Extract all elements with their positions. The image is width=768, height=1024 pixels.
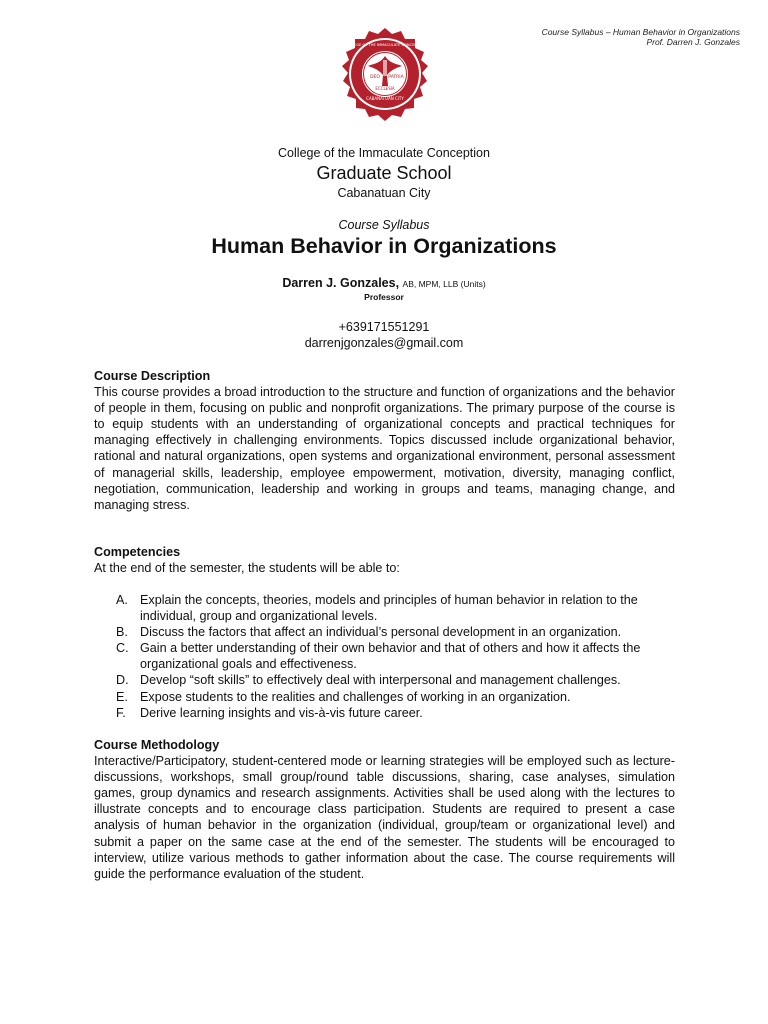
svg-text:COLLEGE OF THE IMMACULATE CONC: COLLEGE OF THE IMMACULATE CONCEPTION (344, 43, 426, 47)
list-item-letter: B. (116, 625, 128, 640)
author-credentials: AB, MPM, LLB (Units) (402, 279, 486, 289)
list-item-letter: C. (116, 641, 129, 656)
running-header-line2: Prof. Darren J. Gonzales (646, 37, 740, 47)
list-item (116, 640, 676, 672)
author-email: darrenjgonzales@gmail.com (304, 336, 464, 350)
list-item-text: Expose students to the realities and challenges of working in an organization. (140, 689, 571, 704)
list-item (116, 705, 676, 721)
running-header (542, 27, 740, 47)
list-item (116, 689, 676, 705)
list-item-letter: D. (116, 673, 129, 688)
course-methodology-section (94, 737, 675, 882)
course-methodology-body: Interactive/Participatory, student-centered mode or learning strategies will be employed such as lecture-discussions, workshops, small group/round table discussions, sharing, case analyses, simulation games, group dynamics and research assignments. Activities shall be used along with the lectures to illustrate concepts and to encourage class participation. Students are required to present a case analysis of human behavior in the organization (individual, group/team or organizational level) and submit a paper on the same case at the end of the semester. The students will be encouraged to interview, utilize various methods to gather information about the case. The course requirements will guide the performance evaluation of the student. (94, 754, 675, 881)
list-item-letter: E. (116, 689, 128, 704)
list-item-text: Develop “soft skills” to effectively deal with interpersonal and management challenges. (140, 673, 621, 688)
list-item-text: Derive learning insights and vis-à-vis future career. (140, 705, 423, 720)
list-item-letter: F. (116, 705, 126, 720)
course-description-heading: Course Description (94, 369, 211, 383)
list-item-text: Explain the concepts, theories, models and principles of human behavior in relation to the individual, group and organizational levels. (140, 593, 638, 624)
school-name: Graduate School (316, 163, 452, 183)
list-item (116, 624, 676, 640)
author-name: Darren J. Gonzales, (282, 276, 400, 290)
city-name: Cabanatuan City (337, 186, 431, 200)
svg-text:CABANATUAN CITY: CABANATUAN CITY (366, 96, 404, 101)
list-item (116, 592, 676, 624)
author-role: Professor (364, 292, 404, 302)
list-item-text: Discuss the factors that affect an individual’s personal development in an organization. (140, 625, 622, 640)
course-title: Human Behavior in Organizations (211, 234, 557, 258)
document-type: Course Syllabus (338, 218, 430, 232)
svg-text:DEO: DEO (370, 75, 380, 80)
course-methodology-heading: Course Methodology (94, 738, 220, 752)
competencies-intro: At the end of the semester, the students will be able to: (94, 561, 400, 576)
competencies-heading: Competencies (94, 545, 181, 559)
competencies-section (94, 544, 675, 576)
author-line (0, 276, 768, 290)
author-phone: +639171551291 (338, 320, 430, 334)
competencies-list (116, 592, 676, 721)
svg-text:ECCLESIA: ECCLESIA (375, 86, 395, 91)
institution-name: College of the Immaculate Conception (278, 146, 490, 160)
svg-text:PATRIA: PATRIA (388, 75, 404, 80)
college-seal-logo (326, 20, 444, 130)
list-item (116, 672, 676, 688)
running-header-line1: Course Syllabus – Human Behavior in Organizations (541, 27, 740, 37)
course-description-body: This course provides a broad introduction to the structure and function of organizations and the behavior of people in them, focusing on public and nonprofit organizations. The primary purpose of the course is to equip students with an understanding of organizational concepts and practical techniques for managing effectively in challenging environments. Topics discussed include organizational behavior, rational and natural organizations, open systems and organizational environment, personal assessment of managerial skills, leadership, employee empowerment, motivation, diversity, managing conflict, negotiation, communication, leadership and working in groups and teams, managing change, and managing stress. (94, 385, 675, 512)
list-item-text: Gain a better understanding of their own behavior and that of others and how it affects the organizational goals and effectiveness. (140, 641, 641, 672)
course-description-section (94, 368, 675, 513)
list-item-letter: A. (116, 593, 128, 607)
